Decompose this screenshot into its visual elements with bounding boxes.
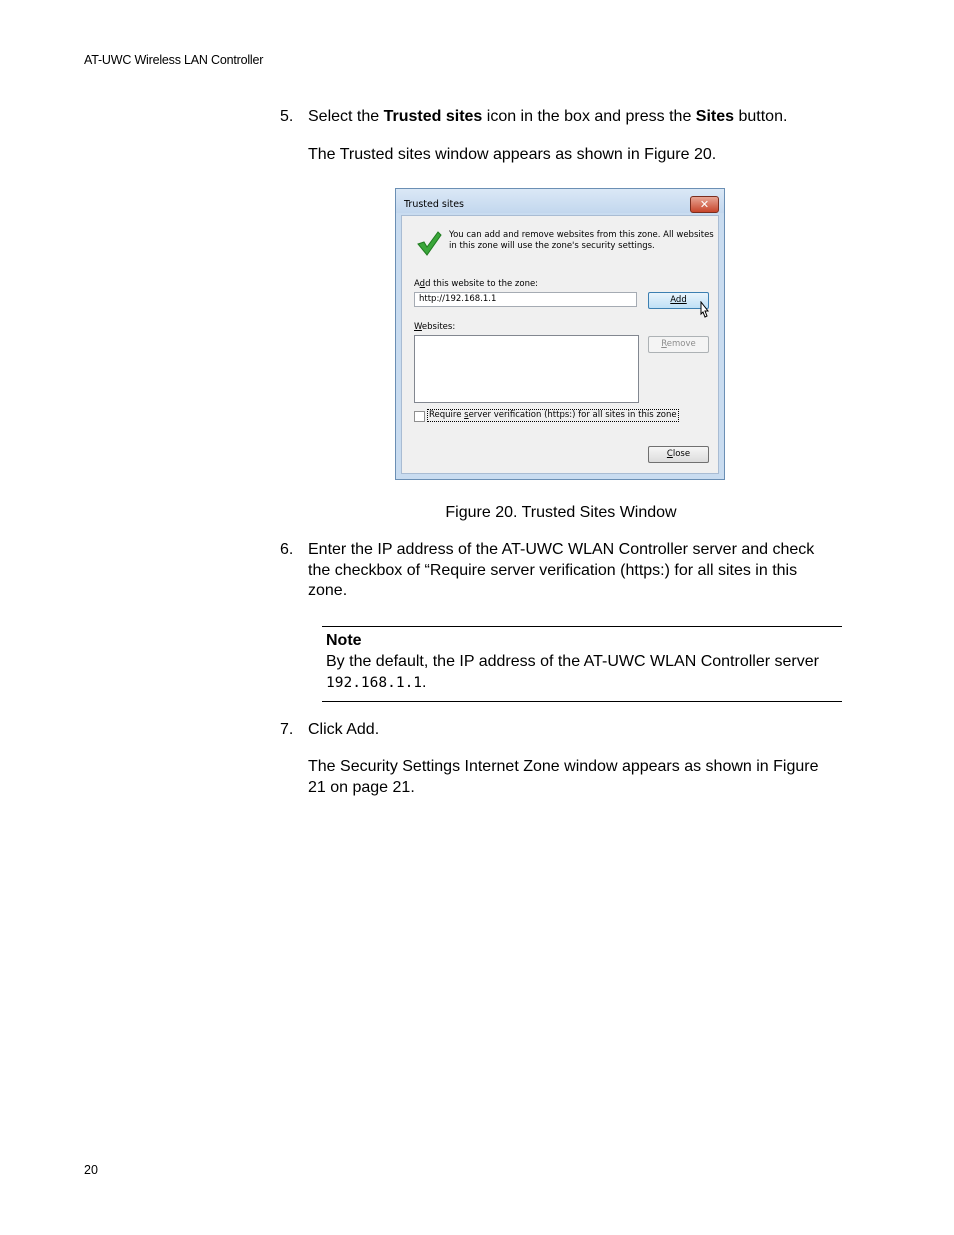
remove-button[interactable]: Remove xyxy=(648,336,709,353)
cursor-icon xyxy=(698,301,710,319)
websites-list[interactable] xyxy=(414,335,639,403)
step-text: Click Add. xyxy=(308,721,380,738)
step-7-result: The Security Settings Internet Zone window appears as shown in Figure 21 on page 21. xyxy=(308,758,819,796)
note-box xyxy=(322,626,842,702)
note-title: Note xyxy=(326,632,362,649)
close-icon[interactable]: ✕ xyxy=(690,196,719,213)
step-text: Enter the IP address of the AT-UWC WLAN Controller server and check the checkbox of “Require server verification (https:) for all sites in this zone. xyxy=(308,541,815,599)
dialog-title: Trusted sites xyxy=(404,199,465,210)
dialog-body xyxy=(401,215,719,474)
websites-label: Websites: xyxy=(414,322,456,332)
step-6 xyxy=(280,540,840,602)
note-text: By the default, the IP address of the AT-UWC WLAN Controller server 192.168.1.1. xyxy=(326,653,819,691)
step-5-result: The Trusted sites window appears as shown in Figure 20. xyxy=(308,146,717,163)
step-number: 7. xyxy=(280,721,294,738)
step-number: 5. xyxy=(280,108,294,125)
step-7 xyxy=(280,720,840,741)
ip-address-code: 192.168.1.1 xyxy=(326,674,423,691)
require-https-label[interactable]: Require server verification (https:) for all sites in this zone xyxy=(429,410,677,420)
bold-term: Sites xyxy=(695,108,735,125)
website-input[interactable]: http://192.168.1.1 xyxy=(414,292,637,307)
dialog-titlebar xyxy=(396,189,724,213)
check-icon xyxy=(416,230,442,256)
info-text: You can add and remove websites from this zone. All websites in this zone will use the zone's security settings. xyxy=(449,230,714,251)
trusted-sites-dialog xyxy=(395,188,725,480)
page-number: 20 xyxy=(84,1163,98,1177)
add-button[interactable]: Add xyxy=(648,292,709,309)
running-header: AT-UWC Wireless LAN Controller xyxy=(84,53,264,67)
require-https-checkbox[interactable] xyxy=(414,411,425,422)
close-button[interactable]: Close xyxy=(648,446,709,463)
bold-term: Trusted sites xyxy=(383,108,483,125)
add-website-label: Add this website to the zone: xyxy=(414,279,539,289)
step-number: 6. xyxy=(280,541,294,558)
figure-caption: Figure 20. Trusted Sites Window xyxy=(445,504,677,521)
step-text: Select the Trusted sites icon in the box and press the Sites button. xyxy=(308,108,788,125)
step-5 xyxy=(280,107,840,128)
